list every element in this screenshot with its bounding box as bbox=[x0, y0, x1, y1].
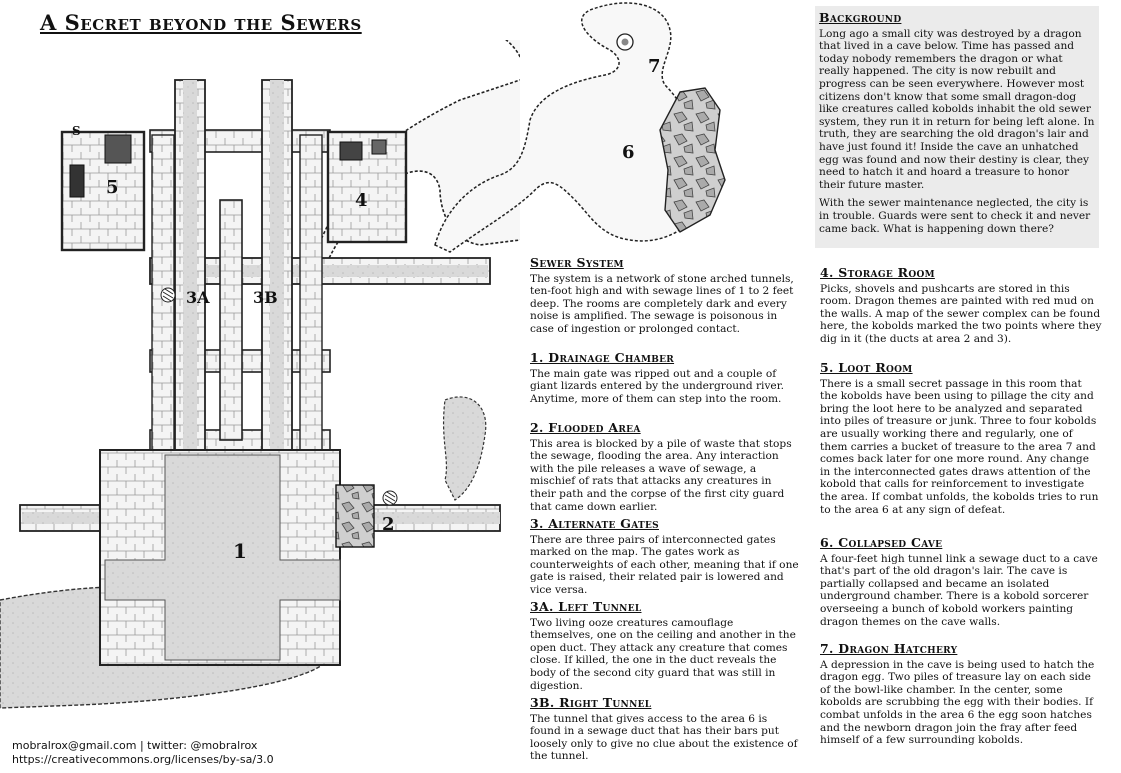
area-3a-label: 3A bbox=[186, 288, 210, 307]
area-5-label: 5 bbox=[106, 177, 119, 198]
background-section bbox=[815, 6, 1099, 248]
section-3b-text: The tunnel that gives access to the area 6 is found in a sewage duct that has their bars put loosely only to give no clue about the existence of the tunnel. bbox=[530, 712, 798, 763]
area-1-label: 1 bbox=[233, 539, 247, 563]
sewer-section bbox=[530, 257, 800, 342]
section-3-heading: 3. Alternate Gates bbox=[530, 516, 659, 531]
page-title: A Secret beyond the Sewers bbox=[40, 10, 362, 35]
section-5-heading: 5. Loot Room bbox=[820, 360, 913, 375]
secret-passage-label: S bbox=[72, 124, 81, 138]
section-3a bbox=[530, 601, 800, 698]
section-3 bbox=[530, 518, 800, 603]
area-7-map-label: 7 bbox=[648, 56, 661, 77]
cave-map bbox=[430, 0, 730, 260]
area-3b-label: 3B bbox=[253, 288, 278, 307]
section-2-text: This area is blocked by a pile of waste that stops the sewage, flooding the area. Any interaction with the pile releases a wave of sewage, a mischief of rats that attacks any creatures in their path and the corpse of the first city guard that came down earlier. bbox=[530, 437, 792, 513]
section-3a-text: Two living ooze creatures camouflage themselves, one on the ceiling and another in the open duct. They attack any creature that comes close. If killed, the one in the duct reveals the body of the second city guard that was still in digestion. bbox=[530, 616, 796, 692]
section-6 bbox=[820, 537, 1102, 634]
section-6-text: A four-feet high tunnel link a sewage duct to a cave that's part of the old dragon's lair. The cave is partially collapsed and became an isolated underground chamber. There is a kobold sorcerer overseeing a bunch of kobold workers painting dragon themes on the cave walls. bbox=[820, 552, 1098, 628]
section-3-text: There are three pairs of interconnected gates marked on the map. The gates work as counterweights of each other, meaning that if one gate is raised, their related pair is lowered and vice versa. bbox=[530, 533, 799, 596]
section-4 bbox=[820, 267, 1102, 352]
section-1-text: The main gate was ripped out and a couple of giant lizards entered by the underground river. Anytime, more of them can step into the room. bbox=[530, 367, 784, 405]
section-3b-heading: 3B. Right Tunnel bbox=[530, 695, 652, 710]
section-1 bbox=[530, 352, 800, 411]
section-6-heading: 6. Collapsed Cave bbox=[820, 535, 943, 550]
credits bbox=[12, 739, 274, 767]
section-7-heading: 7. Dragon Hatchery bbox=[820, 641, 958, 656]
area-4-label: 4 bbox=[355, 190, 368, 211]
section-7 bbox=[820, 643, 1102, 753]
background-text-2: With the sewer maintenance neglected, the city is in trouble. Guards were sent to check it and never came back. What is happening down there? bbox=[819, 197, 1091, 235]
background-text-1: Long ago a small city was destroyed by a dragon that lived in a cave below. Time has passed and today nobody remembers the dragon or what really happened. The city is now rebuilt and progress can be seen everywhere. However most citizens don't know that some small dragon-dog like creatures called kobolds inhabit the old sewer system, they run it in return for being left alone. In truth, they are searching the old dragon's lair and have just found it! Inside the cave an unhatched egg was found and now their destiny is clear, they need to hatch it and hoard a treasure to honor their future master. bbox=[819, 27, 1095, 191]
section-4-text: Picks, shovels and pushcarts are stored in this room. Dragon themes are painted with red mud on the walls. A map of the sewer complex can be found here, the kobolds marked the two points where they dig in it (the ducts at area 2 and 3). bbox=[820, 282, 1102, 345]
area-2-label: 2 bbox=[382, 514, 395, 535]
credits-contact: mobralrox@gmail.com | twitter: @mobralrox bbox=[12, 739, 258, 752]
area-6-map-label: 6 bbox=[622, 142, 635, 163]
sewer-heading: Sewer System bbox=[530, 255, 624, 270]
background-heading: Background bbox=[819, 10, 902, 25]
section-7-text: A depression in the cave is being used to hatch the dragon egg. Two piles of treasure lay on each side of the bowl-like chamber. In the center, some kobolds are scrubbing the egg with their bodies. If combat unfolds in the area 6 the egg soon hatches and the newborn dragon join the fray after feed himself of a few surrounding kobolds. bbox=[820, 658, 1095, 747]
section-3a-heading: 3A. Left Tunnel bbox=[530, 599, 642, 614]
section-3b bbox=[530, 697, 800, 769]
section-5 bbox=[820, 362, 1102, 522]
section-5-text: There is a small secret passage in this room that the kobolds have been using to pillage the city and bring the loot here to be analyzed and separated into piles of treasure or junk. Three to four kobolds are usually working there and regularly, one of them carries a bucket of treasure to the area 7 and comes back later for one more round. Any change in the interconnected gates draws attention of the kobold that calls for reinforcement to investigate the area. If combat unfolds, the kobolds tries to run to the area 6 at any sign of defeat. bbox=[820, 377, 1099, 516]
section-2 bbox=[530, 422, 800, 519]
section-2-heading: 2. Flooded Area bbox=[530, 420, 641, 435]
section-4-heading: 4. Storage Room bbox=[820, 265, 935, 280]
sewer-text: The system is a network of stone arched tunnels, ten-foot high and with sewage lines of 1 to 2 feet deep. The rooms are completely dark and every noise is amplified. The sewage is poisonous in case of ingestion or prolonged contact. bbox=[530, 272, 794, 335]
credits-license: https://creativecommons.org/licenses/by-sa/3.0 bbox=[12, 753, 274, 766]
section-1-heading: 1. Drainage Chamber bbox=[530, 350, 675, 365]
